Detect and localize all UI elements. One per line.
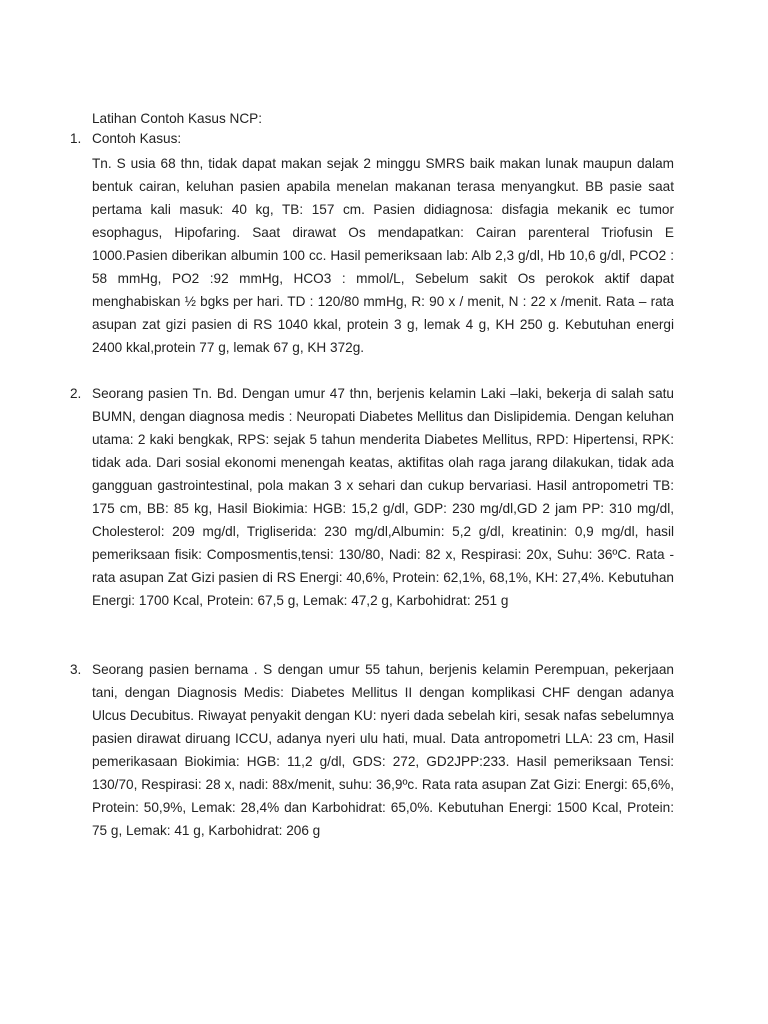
case-number: 2. [70,386,82,401]
case-number: 3. [70,662,82,677]
case-text: Seorang pasien bernama . S dengan umur 55 tahun, berjenis kelamin Perempuan, pekerjaan tani, dengan Diagnosis Medis: Diabetes Mellitus II dengan komplikasi CHF dengan adanya Ulcus Decubitus. Riwayat penyakit dengan KU: nyeri dada sebelah kiri, sesak nafas sebelumnya pasien dirawat diruang ICCU, adanya nyeri ulu hati, mual. Data antropometri LLA: 23 cm, Hasil pemerikasaan Biokimia: HGB: 11,2 g/dl, GDS: 272, GD2JPP:233. Hasil pemeriksaan Tensi: 130/70, Respirasi: 28 x, nadi: 88x/menit, suhu: 36,9ºc. Rata rata asupan Zat Gizi: Energi: 65,6%, Protein: 50,9%, Lemak: 28,4% dan Karbohidrat: 65,0%. Kebutuhan Energi: 1500 Kcal, Protein: 75 g, Lemak: 41 g, Karbohidrat: 206 g [92,662,674,838]
case-text: Tn. S usia 68 thn, tidak dapat makan sejak 2 minggu SMRS baik makan lunak maupun dalam bentuk cairan, keluhan pasien apabila menelan makanan terasa menyangkut. BB pasie saat pertama kali masuk: 40 kg, TB: 157 cm. Pasien didiagnosa: disfagia mekanik ec tumor esophagus, Hipofaring. Saat dirawat Os mendapatkan: Cairan parenteral Triofusin E 1000.Pasien diberikan albumin 100 cc. Hasil pemeriksaan lab: Alb 2,3 g/dl, Hb 10,6 g/dl, PCO2 : 58 mmHg, PO2 :92 mmHg, HCO3 : mmol/L, Sebelum sakit Os perokok aktif dapat menghabiskan ½ bgks per hari. TD : 120/80 mmHg, R: 90 x / menit, N : 22 x /menit. Rata – rata asupan zat gizi pasien di RS 1040 kkal, protein 3 g, lemak 4 g, KH 250 g. Kebutuhan energi 2400 kkal,protein 77 g, lemak 67 g, KH 372g. [92,156,674,355]
case-heading: Contoh Kasus: [92,131,182,146]
case-number: 1. [70,131,82,146]
document-title: Latihan Contoh Kasus NCP: [92,111,263,126]
case-text: Seorang pasien Tn. Bd. Dengan umur 47 thn, berjenis kelamin Laki –laki, bekerja di salah satu BUMN, dengan diagnosa medis : Neuropati Diabetes Mellitus dan Dislipidemia. Dengan keluhan utama: 2 kaki bengkak, RPS: sejak 5 tahun menderita Diabetes Mellitus, RPD: Hipertensi, RPK: tidak ada. Dari sosial ekonomi menengah keatas, aktifitas olah raga jarang dilakukan, tidak ada gangguan gastrointestinal, pola makan 3 x sehari dan cukup bervariasi. Hasil antropometri TB: 175 cm, BB: 85 kg, Hasil Biokimia: HGB: 15,2 g/dl, GDP: 230 mg/dl,GD 2 jam PP: 310 mg/dl, Cholesterol: 209 mg/dl, Trigliserida: 230 mg/dl,Albumin: 5,2 g/dl, kreatinin: 0,9 mg/dl, hasil pemeriksaan fisik: Composmentis,tensi: 130/80, Nadi: 82 x, Respirasi: 20x, Suhu: 36ºC. Rata - rata asupan Zat Gizi pasien di RS Energi: 40,6%, Protein: 62,1%, 68,1%, KH: 27,4%. Kebutuhan Energi: 1700 Kcal, Protein: 67,5 g, Lemak: 47,2 g, Karbohidrat: 251 g [92,386,674,608]
